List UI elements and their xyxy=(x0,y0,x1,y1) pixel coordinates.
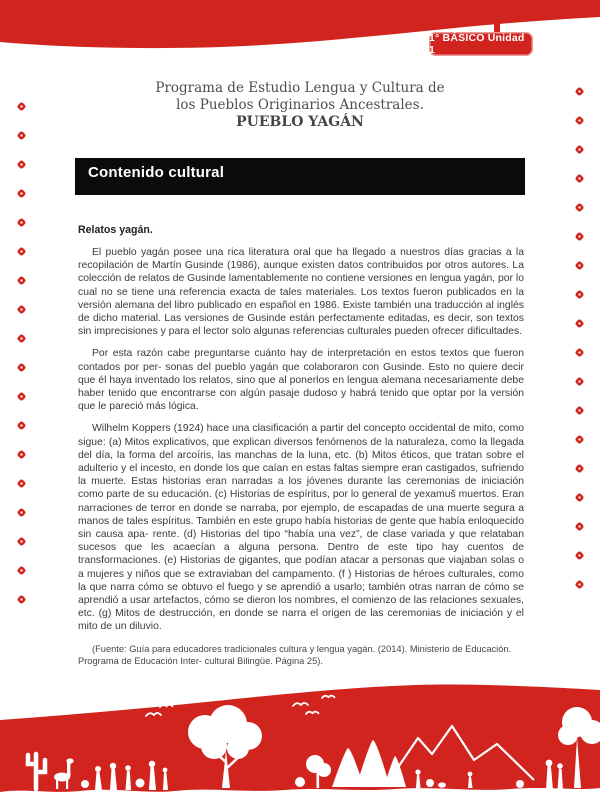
bead-ornament-icon xyxy=(575,203,585,213)
bead-ornament-icon xyxy=(17,508,27,518)
bead-ornament-icon xyxy=(17,479,27,489)
bead-ornament-icon xyxy=(17,247,27,257)
bead-ornament-icon xyxy=(575,116,585,126)
bead-ornament-icon xyxy=(17,276,27,286)
bead-ornament-icon xyxy=(575,232,585,242)
footer-landscape xyxy=(0,680,600,800)
source-citation: (Fuente: Guía para educadores tradicionales cultura y lengua yagán. (2014). Ministerio de Educación. Programa de Educación Inter- cultural Bilingüe. Página 25). xyxy=(78,643,512,667)
bead-ornament-icon xyxy=(575,435,585,445)
bead-ornament-icon xyxy=(575,406,585,416)
title-line-2: los Pueblos Originarios Ancestrales. xyxy=(176,96,424,113)
unit-badge: 1° BÁSICO Unidad 1 xyxy=(429,32,533,56)
left-border-ornaments xyxy=(18,103,25,603)
right-border-ornaments xyxy=(576,88,583,588)
bead-ornament-icon xyxy=(17,218,27,228)
bead-ornament-icon xyxy=(575,522,585,532)
paragraph-3: Wilhelm Koppers (1924) hace una clasificación a partir del concepto occidental de mito, como sigue: (a) Mitos explicativos, que explican diversos fenómenos de la naturaleza, como la llegada del día, la forma del arcoíris, las manchas de la luna, etc. (b) Mitos éticos, que tratan sobre el adulterio y el incesto, en donde los que caían en estas faltas siempre eran castigados, sufriendo la muerte. Estas historias eran narradas a los jóvenes durante las ceremonias de iniciación como parte de su educación. (c) Historias de espíritus, por lo general de yexamuš muertos. Eran narraciones de terror en donde se narraba, por ejemplo, de escapadas de una muerte segura a manos de tales espíritus. También en este grupo había historias de gente que había enloquecido sin causa apa- rente. (d) Historias del tipo “había una vez”, de clase variada y que relataban sucesos que les acaecían a alguna persona. Dentro de este tipo hay cuentos de transformaciones. (e) Historias de gigantes, que podían atacar a personas que viajaban solas o a mujeres y niños que se extraviaban del campamento. (f ) Historias de héroes culturales, como la que narra cómo se obtuvo el fuego y se aprendió a usarlo; también otras narran de cómo se aprendió a usar artefactos, cómo se dieron los nombres, el comienzo de las relaciones sexuales, etc. (g) Mitos de destrucción, en donde se narra el origen de las ceremonias de iniciación y el mito de un diluvio. xyxy=(78,423,524,633)
section-bar xyxy=(75,158,525,195)
bead-ornament-icon xyxy=(575,493,585,503)
title-line-1: Programa de Estudio Lengua y Cultura de xyxy=(155,80,445,96)
bead-ornament-icon xyxy=(575,174,585,184)
content-area xyxy=(78,224,524,668)
bead-ornament-icon xyxy=(575,551,585,561)
bead-ornament-icon xyxy=(17,363,27,373)
bead-ornament-icon xyxy=(17,537,27,547)
bead-ornament-icon xyxy=(575,377,585,387)
bead-ornament-icon xyxy=(17,421,27,431)
paragraph-2: Por esta razón cabe preguntarse cuánto hay de interpretación en estos textos que fueron contados por per- sonas del pueblo yagán que colaboraron con Gusinde. Esto no quiere decir que él haya inventado los relatos, sino que al ponerlos en lengua alemana necesariamente debe haber tenido que encontrarse con algún pasaje dudoso y habrá tenido que optar por la versión que le pareció más lógica. xyxy=(78,348,524,413)
bead-ornament-icon xyxy=(575,145,585,155)
bead-ornament-icon xyxy=(575,87,585,97)
bead-ornament-icon xyxy=(17,566,27,576)
bead-ornament-icon xyxy=(575,464,585,474)
bead-ornament-icon xyxy=(17,305,27,315)
bead-ornament-icon xyxy=(17,131,27,141)
bead-ornament-icon xyxy=(575,290,585,300)
page-title xyxy=(0,80,600,131)
bead-ornament-icon xyxy=(17,160,27,170)
content-heading: Relatos yagán. xyxy=(78,224,153,236)
bead-ornament-icon xyxy=(575,348,585,358)
bead-ornament-icon xyxy=(575,580,585,590)
title-line-3: PUEBLO YAGÁN xyxy=(236,114,364,130)
bead-ornament-icon xyxy=(17,595,27,605)
paragraph-1: El pueblo yagán posee una rica literatura oral que ha llegado a nuestros días gracias a la recopilación de Martín Gusinde (1986), aunque existen datos contribuidos por otros autores. La colección de relatos de Gusinde lamentablemente no contiene versiones en lengua yagán, por lo cual no se tiene una referencia exacta de tales materiales. Los textos fueron publicados en la versión alemana del libro publicado en español en 1986. Existe también una traducción al inglés de dicho material. Las versiones de Gusinde están perfectamente editadas, es decir, son textos sin imprecisiones y para el lector solo algunas referencias culturales pueden ofrecer dificultades. xyxy=(78,247,524,338)
bead-ornament-icon xyxy=(575,319,585,329)
bead-ornament-icon xyxy=(17,189,27,199)
bead-ornament-icon xyxy=(575,261,585,271)
bead-ornament-icon xyxy=(17,450,27,460)
bead-ornament-icon xyxy=(17,392,27,402)
bead-ornament-icon xyxy=(17,102,27,112)
bead-ornament-icon xyxy=(17,334,27,344)
section-bar-label: Contenido cultural xyxy=(88,164,225,181)
